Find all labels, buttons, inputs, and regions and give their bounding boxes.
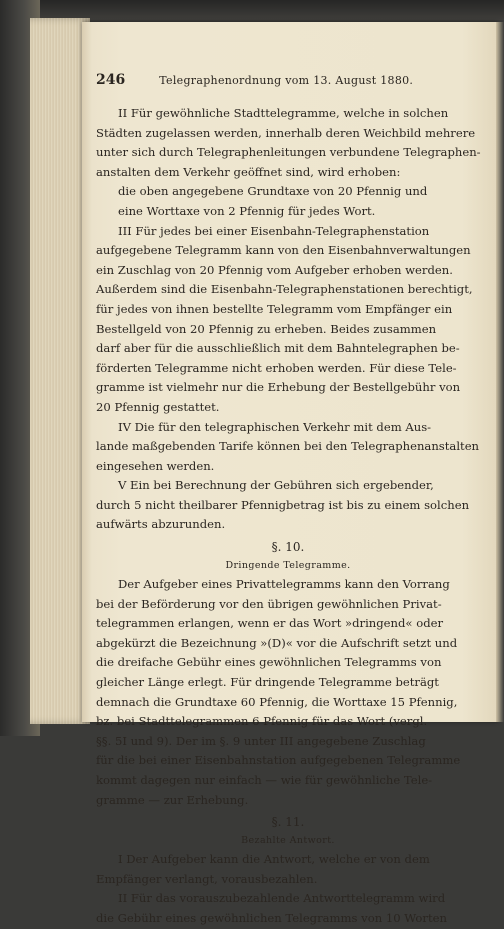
text-line: I Der Aufgeber kann die Antwort, welche er von dem [118,852,430,867]
book-cover-top [0,0,504,20]
text-line: V Ein bei Berechnung der Gebühren sich ergebender, [118,478,434,493]
text-line: bei der Beförderung vor den übrigen gewöhnlichen Privat- [96,596,442,611]
text-line: IV Die für den telegraphischen Verkehr mit dem Aus- [118,419,432,434]
text-line: förderten Telegramme nicht erhoben werden. Für diese Tele- [96,360,457,375]
text-line: gramme — zur Erhebung. [96,792,249,807]
text-line: eingesehen werden. [96,458,215,473]
section-9-continuation [96,104,480,535]
text-line: III Für jedes bei einer Eisenbahn-Telegraphenstation [118,223,430,238]
section-11-heading: §. 11. [271,815,305,830]
text-line: abgekürzt die Bezeichnung »(D)« vor die Aufschrift setzt und [96,635,458,650]
text-line: Außerdem sind die Eisenbahn-Telegraphenstationen berechtigt, [96,282,473,297]
running-title: Telegraphenordnung vom 13. August 1880. [159,74,414,87]
text-line: kommt dagegen nur einfach — wie für gewöhnliche Tele- [96,773,433,787]
text-line: unter sich durch Telegraphenleitungen verbundene Telegraphen- [96,145,481,160]
text-line: Städten zugelassen werden, innerhalb deren Weichbild mehrere [96,125,476,140]
text-line: aufgegebene Telegramm kann von den Eisenbahnverwaltungen [96,243,471,258]
page-right-edge [496,22,504,722]
section-10-body [96,575,480,810]
text-line: gramme ist vielmehr nur die Erhebung der Bestellgebühr von [96,380,461,395]
text-line: §§. 5I und 9). Der im §. 9 unter III angegebene Zuschlag [96,733,426,748]
text-line: gleicher Länge erlegt. Für dringende Telegramme beträgt [96,675,439,690]
text-line: eine Worttaxe von 2 Pfennig für jedes Wort. [118,203,376,218]
text-line: ein Zuschlag von 20 Pfennig vom Aufgeber erhoben werden. [96,262,453,277]
text-line: die dreifache Gebühr eines gewöhnlichen Telegramms von [96,655,442,670]
page-number: 246 [96,72,126,88]
section-10-subtitle: Dringende Telegramme. [225,560,351,572]
text-line: darf aber für die ausschließlich mit dem Bahntelegraphen be- [96,341,460,356]
text-line: die oben angegebene Grundtaxe von 20 Pfennig und [118,184,428,199]
text-line: 20 Pfennig gestattet. [96,399,220,414]
section-11-body [96,850,480,928]
text-line: lande maßgebenden Tarife können bei den Telegraphenanstalten [96,439,480,454]
page-header [96,72,480,94]
text-line: Der Aufgeber eines Privattelegramms kann den Vorrang [118,577,450,592]
text-line: aufwärts abzurunden. [96,517,226,532]
text-line: II Für das vorauszubezahlende Antworttelegramm wird [118,891,446,906]
section-11-subtitle: Bezahlte Antwort. [241,835,335,847]
section-10-heading: §. 10. [271,540,305,555]
text-line: bz. bei Stadttelegrammen 6 Pfennig für das Wort (vergl. [96,714,428,729]
text-line: Bestellgeld von 20 Pfennig zu erheben. Beides zusammen [96,321,437,336]
text-line: für jedes von ihnen bestellte Telegramm vom Empfänger ein [96,301,453,316]
text-line: anstalten dem Verkehr geöffnet sind, wird erhoben: [96,164,401,179]
text-line: II Für gewöhnliche Stadttelegramme, welche in solchen [118,106,449,120]
page-edges [30,18,90,724]
page-content [96,72,480,929]
text-line: für die bei einer Eisenbahnstation aufgegebenen Telegramme [96,753,461,768]
text-line: durch 5 nicht theilbarer Pfennigbetrag ist bis zu einem solchen [96,497,470,512]
text-line: demnach die Grundtaxe 60 Pfennig, die Worttaxe 15 Pfennig, [96,694,458,709]
text-line: die Gebühr eines gewöhnlichen Telegramms von 10 Worten [96,910,447,925]
text-line: telegrammen erlangen, wenn er das Wort »dringend« oder [96,616,444,631]
text-line: Empfänger verlangt, vorausbezahlen. [96,871,318,886]
